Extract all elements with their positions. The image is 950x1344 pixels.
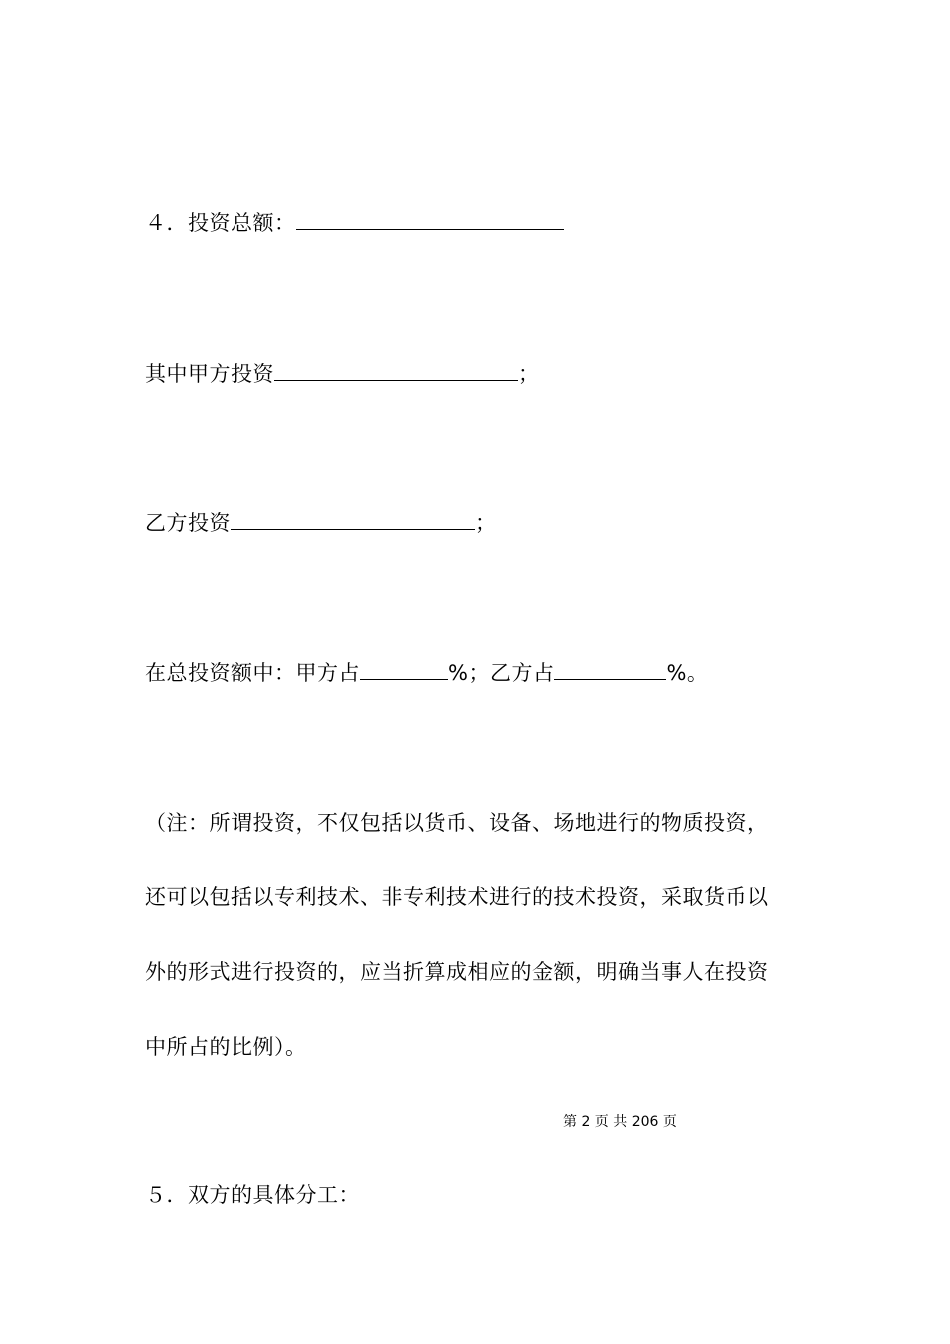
investment-total-label: ４．投资总额： <box>145 211 296 235</box>
note-line-1: （注：所谓投资，不仅包括以货币、设备、场地进行的物质投资， <box>145 811 769 835</box>
party-b-investment-label: 乙方投资 <box>145 511 231 535</box>
investment-ratio-mid: %；乙方占 <box>448 661 555 685</box>
party-a-investment-line <box>145 359 540 389</box>
party-b-investment-blank[interactable] <box>231 509 475 530</box>
investment-ratio-label: 在总投资额中：甲方占 <box>145 661 360 685</box>
investment-ratio-suffix: %。 <box>666 661 709 685</box>
party-a-investment-suffix: ； <box>518 362 540 386</box>
note-line-2: 还可以包括以专利技术、非专利技术进行的技术投资，采取货币以 <box>145 885 769 909</box>
note-line-3: 外的形式进行投资的，应当折算成相应的金额，明确当事人在投资 <box>145 960 769 984</box>
item5-heading: ５．双方的具体分工： <box>145 1183 360 1207</box>
party-b-investment-suffix: ； <box>475 511 497 535</box>
party-b-ratio-blank[interactable] <box>554 659 666 680</box>
note-line-4: 中所占的比例）。 <box>145 1035 307 1059</box>
investment-total-blank[interactable] <box>296 209 564 230</box>
party-a-investment-label: 其中甲方投资 <box>145 362 274 386</box>
investment-total-line <box>145 208 564 238</box>
investment-ratio-line <box>145 658 708 688</box>
party-a-investment-blank[interactable] <box>274 360 518 381</box>
party-a-ratio-blank[interactable] <box>360 659 448 680</box>
party-b-investment-line <box>145 508 497 538</box>
page-number-footer: 第 2 页 共 206 页 <box>563 1114 677 1130</box>
